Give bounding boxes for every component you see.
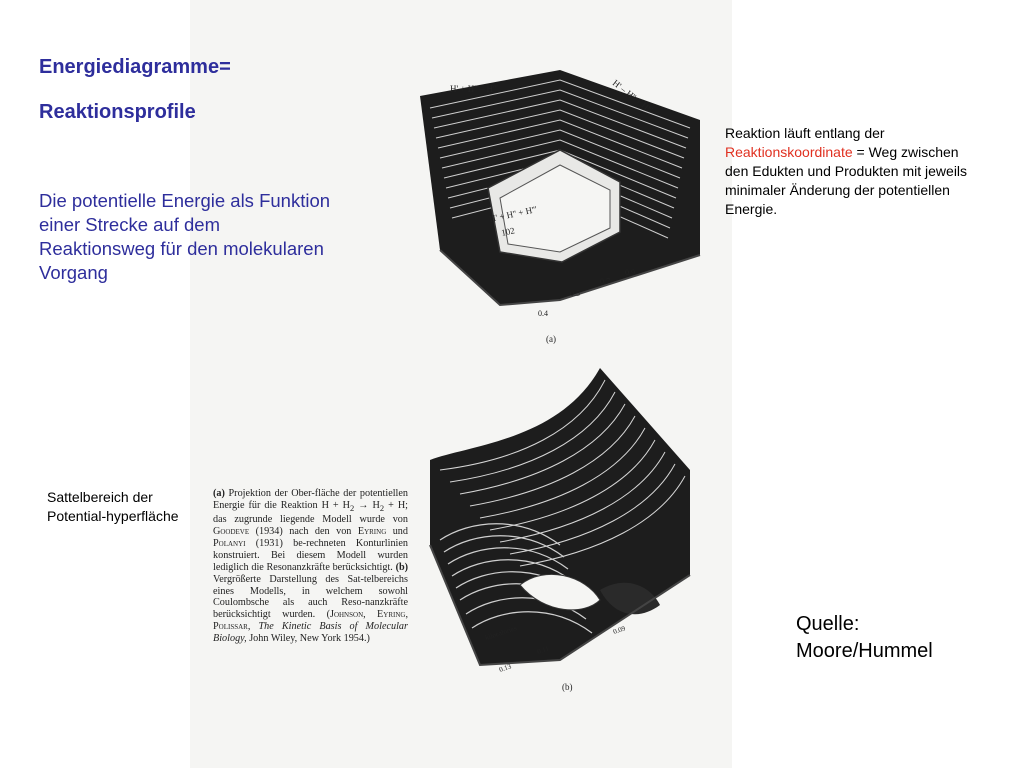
figure-b-tick-right: 0.09 bbox=[612, 624, 627, 636]
caption-a-text-1: Projektion der Ober-fläche der potentiellen Energie für die Reaktion H + H bbox=[213, 488, 408, 511]
figure-b-tick-low: 0.13 bbox=[498, 662, 513, 674]
figure-a-tick-4: 0.9 bbox=[625, 268, 635, 277]
slide-subtitle: Die potentielle Energie als Funktion einer Strecke auf dem Reaktionsweg für den molekularen Vorgang bbox=[39, 190, 331, 284]
caption-ref-authors: Johnson, Eyring, Polissar, bbox=[213, 609, 408, 633]
figure-a-energy-surface bbox=[420, 70, 700, 344]
slide-title-line1: Energiediagramme= bbox=[39, 56, 231, 78]
figure-a-tick-3: 0.7 bbox=[600, 277, 610, 286]
saddle-region-label: Sattelbereich der Potential-hyperfläche bbox=[47, 489, 179, 524]
figure-b-tag: (b) bbox=[562, 682, 573, 692]
caption-a-sub2: 2 bbox=[379, 502, 385, 513]
caption-b-text-1: Vergrößerte Darstellung des Sat-telbereichs eines Modells, in welchem sowohl Coulombsche als auch Reso-nanzkräfte berücksichtigt wurden. ( bbox=[213, 573, 408, 621]
figure-a-tick-2: 0.5 bbox=[570, 289, 580, 298]
caption-a-text-3: (1934) nach den von bbox=[249, 525, 358, 537]
caption-a-label: (a) bbox=[213, 488, 225, 499]
reaction-coordinate-highlight: Reaktionskoordinate bbox=[725, 143, 853, 160]
figure-a-label-left: H' + H'' – H''' bbox=[450, 84, 498, 94]
caption-a-arrow: → H bbox=[354, 499, 380, 511]
caption-b-label: (b) bbox=[395, 561, 409, 573]
figure-a-label-value: 102 bbox=[500, 225, 516, 238]
caption-ref-title: The Kinetic Basis of Molecular Biology, bbox=[213, 621, 408, 645]
slide-title-line2: Reaktionsprofile bbox=[39, 101, 196, 123]
figure-a-tick-1: 0.4 bbox=[538, 309, 548, 318]
figure-a-label-center: H' + H'' + H''' bbox=[488, 204, 538, 224]
source-label: Quelle: Moore/Hummel bbox=[796, 613, 933, 662]
caption-a-text-5: (1931) be-rechneten Konturlinien konstruiert. Bei diesem Modell wurden lediglich die Resonanzkräfte berücksichtigt. bbox=[213, 537, 408, 573]
note-text-end: = Weg zwischen den Edukten und Produkten mit jeweils minimaler Änderung der potentiellen Energie. bbox=[725, 143, 968, 217]
caption-author-polanyi: Polanyi bbox=[213, 537, 246, 549]
figure-caption bbox=[213, 488, 408, 645]
caption-author-goodeve: Goodeve bbox=[213, 525, 250, 537]
figure-b-saddle-region bbox=[430, 368, 690, 692]
caption-a-text-2: + H; das zugrunde liegende Modell wurde von bbox=[213, 499, 409, 525]
caption-a-sub1: 2 bbox=[350, 502, 355, 513]
caption-a-text-4: und bbox=[386, 525, 408, 537]
caption-ref-publisher: John Wiley, New York 1954.) bbox=[246, 633, 370, 645]
note-text-start: Reaktion läuft entlang der bbox=[725, 125, 885, 141]
figure-b-tick-mid: 0.11 bbox=[536, 644, 551, 656]
figure-a-label-right: H' – H'' + H''' bbox=[610, 77, 655, 116]
caption-author-eyring: Eyring bbox=[357, 525, 387, 537]
figure-b-label-kilocalories: kilocalories bbox=[484, 624, 518, 642]
figure-a-tag: (a) bbox=[546, 334, 556, 344]
